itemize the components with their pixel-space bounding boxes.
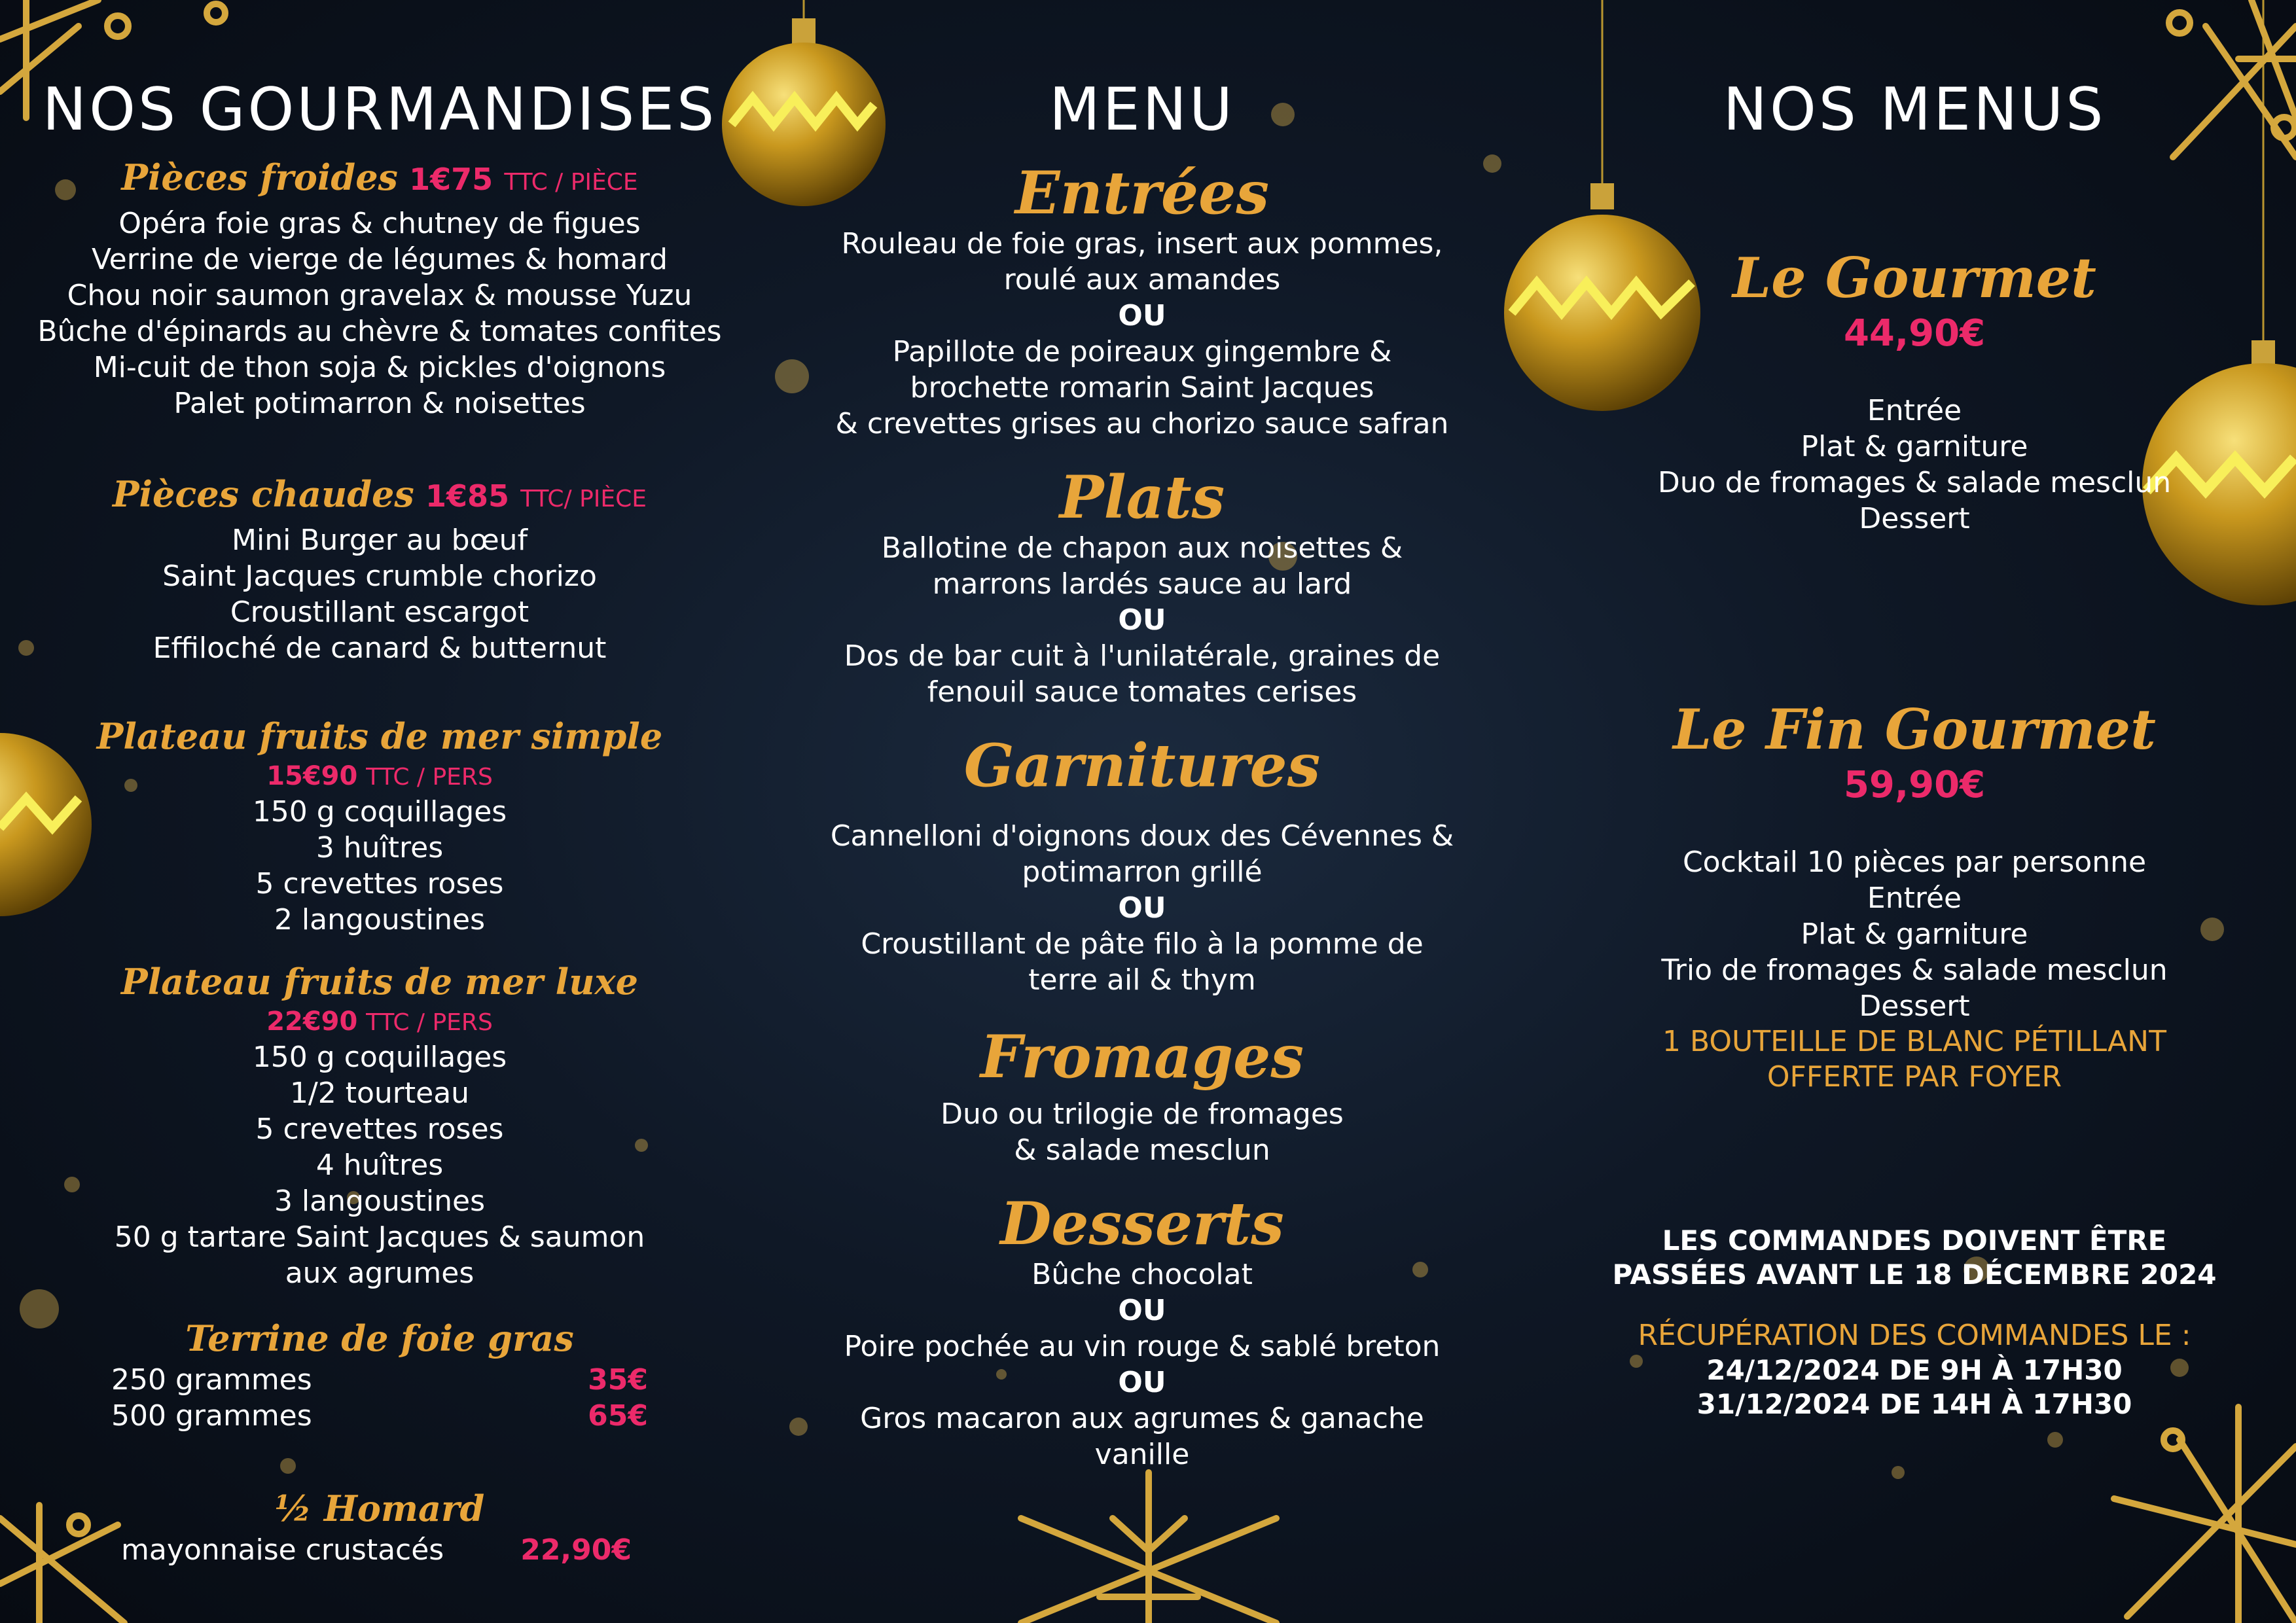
menu-name: Le Gourmet bbox=[1732, 245, 2096, 310]
menu-line: Trio de fromages & salade mesclun bbox=[1661, 954, 2168, 987]
menu-line: Bûche chocolat bbox=[1031, 1258, 1253, 1291]
snowflake-bottom-center bbox=[1021, 1472, 1276, 1623]
section-unit: TTC/ PIÈCE bbox=[520, 486, 647, 512]
menu-price: 44,90€ bbox=[1843, 312, 1986, 355]
menu-line: Plat & garniture bbox=[1801, 918, 2028, 951]
menu-line: Ballotine de chapon aux noisettes & bbox=[881, 531, 1403, 565]
price-label: mayonnaise crustacés bbox=[121, 1533, 444, 1567]
course-plats bbox=[785, 465, 1499, 710]
menu-line: Dos de bar cuit à l'unilatérale, graines de bbox=[844, 639, 1441, 673]
price-row bbox=[121, 1532, 632, 1568]
list-item: 1/2 tourteau bbox=[289, 1077, 470, 1110]
or-separator: OU bbox=[1118, 1294, 1166, 1327]
menu-le-fin-gourmet bbox=[1558, 697, 2271, 1095]
price-label: 500 grammes bbox=[111, 1399, 312, 1433]
section-price: 1€75 bbox=[409, 162, 493, 197]
list-item: 5 crevettes roses bbox=[255, 867, 504, 901]
list-item: 4 huîtres bbox=[315, 1149, 444, 1182]
price-label: 250 grammes bbox=[111, 1363, 312, 1397]
course-entrees bbox=[785, 160, 1499, 442]
menu-line: Rouleau de foie gras, insert aux pommes, bbox=[841, 227, 1443, 260]
list-item: Palet potimarron & noisettes bbox=[173, 387, 586, 420]
menu-line: Gros macaron aux agrumes & ganache bbox=[860, 1402, 1424, 1435]
list-item: Verrine de vierge de légumes & homard bbox=[91, 243, 668, 276]
section-unit: TTC / PERS bbox=[366, 764, 493, 791]
price-row bbox=[111, 1398, 648, 1434]
list-item: Croustillant escargot bbox=[230, 596, 529, 629]
course-fromages bbox=[785, 1024, 1499, 1168]
section-price: 15€90 bbox=[266, 761, 358, 791]
menu-line: & salade mesclun bbox=[1014, 1133, 1270, 1167]
menu-line: Dessert bbox=[1859, 502, 1970, 535]
section-homard bbox=[0, 1486, 759, 1568]
list-item: 3 langoustines bbox=[274, 1185, 486, 1218]
list-item: Chou noir saumon gravelax & mousse Yuzu bbox=[67, 279, 692, 312]
list-item: Mi-cuit de thon soja & pickles d'oignons bbox=[93, 351, 666, 384]
offer-line: 1 BOUTEILLE DE BLANC PÉTILLANT bbox=[1662, 1025, 2166, 1058]
menu-line: Croustillant de pâte filo à la pomme de bbox=[861, 927, 1424, 961]
menu-line: Papillote de poireaux gingembre & bbox=[892, 335, 1392, 368]
list-item: Saint Jacques crumble chorizo bbox=[162, 560, 597, 593]
offer-line: OFFERTE PAR FOYER bbox=[1767, 1060, 2062, 1094]
pickup-line: 31/12/2024 DE 14H À 17H30 bbox=[1696, 1388, 2132, 1420]
section-pieces-froides bbox=[0, 154, 759, 421]
menu-line: Entrée bbox=[1867, 882, 1962, 915]
list-item: 150 g coquillages bbox=[252, 795, 507, 829]
section-price: 1€85 bbox=[425, 478, 509, 514]
notice-line: PASSÉES AVANT LE 18 DÉCEMBRE 2024 bbox=[1612, 1258, 2217, 1291]
list-item: 5 crevettes roses bbox=[255, 1113, 504, 1146]
pickup-line: 24/12/2024 DE 9H À 17H30 bbox=[1706, 1354, 2123, 1386]
section-name: Pièces chaudes bbox=[112, 473, 414, 515]
order-notice bbox=[1558, 1224, 2271, 1421]
pickup-title: RÉCUPÉRATION DES COMMANDES LE : bbox=[1638, 1319, 2191, 1352]
list-item: Bûche d'épinards au chèvre & tomates confites bbox=[37, 315, 722, 348]
menu-line: Dessert bbox=[1859, 990, 1970, 1023]
section-pieces-chaudes bbox=[0, 471, 759, 666]
price-value: 35€ bbox=[588, 1363, 648, 1397]
section-plateau-simple bbox=[0, 713, 759, 938]
menu-line: marrons lardés sauce au lard bbox=[932, 567, 1352, 601]
menu-price: 59,90€ bbox=[1843, 764, 1986, 806]
section-plateau-luxe bbox=[0, 959, 759, 1291]
section-price: 22€90 bbox=[266, 1007, 358, 1037]
course-name: Fromages bbox=[980, 1022, 1304, 1092]
menu-line: Duo ou trilogie de fromages bbox=[941, 1097, 1344, 1131]
course-name: Desserts bbox=[1000, 1189, 1284, 1258]
menu-line: & crevettes grises au chorizo sauce safran bbox=[835, 407, 1449, 440]
or-separator: OU bbox=[1118, 603, 1166, 637]
or-separator: OU bbox=[1118, 891, 1166, 925]
menu-name: Le Fin Gourmet bbox=[1673, 697, 2156, 762]
menu-line: Poire pochée au vin rouge & sablé breton bbox=[844, 1330, 1441, 1363]
section-unit: TTC / PIÈCE bbox=[504, 169, 638, 196]
column-title: NOS MENUS bbox=[1723, 75, 2106, 144]
section-name: Plateau fruits de mer simple bbox=[96, 715, 663, 757]
list-item: 2 langoustines bbox=[274, 903, 486, 936]
course-name: Plats bbox=[1059, 463, 1225, 532]
snowflake-bottom-right bbox=[2114, 1407, 2296, 1623]
menu-line: Cocktail 10 pièces par personne bbox=[1682, 846, 2147, 879]
list-item: aux agrumes bbox=[285, 1257, 475, 1290]
list-item: 50 g tartare Saint Jacques & saumon bbox=[114, 1221, 645, 1254]
price-row bbox=[111, 1362, 648, 1398]
menu-line: Cannelloni d'oignons doux des Cévennes & bbox=[830, 819, 1454, 853]
menu-line: fenouil sauce tomates cerises bbox=[927, 675, 1357, 709]
course-name: Garnitures bbox=[963, 731, 1321, 800]
list-item: Effiloché de canard & butternut bbox=[152, 632, 607, 665]
menu-line: Plat & garniture bbox=[1801, 430, 2028, 463]
menu-le-gourmet bbox=[1558, 245, 2271, 537]
list-item: 3 huîtres bbox=[315, 831, 444, 865]
list-item: 150 g coquillages bbox=[252, 1041, 507, 1074]
list-item: Opéra foie gras & chutney de figues bbox=[118, 207, 641, 240]
notice-line: LES COMMANDES DOIVENT ÊTRE bbox=[1662, 1224, 2167, 1257]
course-desserts bbox=[785, 1191, 1499, 1472]
menu-line: terre ail & thym bbox=[1028, 963, 1256, 997]
section-name: Pièces froides bbox=[121, 156, 398, 198]
list-item: Mini Burger au bœuf bbox=[232, 524, 528, 557]
course-name: Entrées bbox=[1014, 158, 1270, 228]
menu-line: potimarron grillé bbox=[1022, 855, 1263, 889]
section-name: Plateau fruits de mer luxe bbox=[120, 961, 639, 1003]
menu-line: roulé aux amandes bbox=[1003, 263, 1281, 296]
menu-line: brochette romarin Saint Jacques bbox=[910, 371, 1374, 404]
section-name: ½ Homard bbox=[274, 1488, 485, 1529]
column-title: NOS GOURMANDISES bbox=[42, 75, 717, 144]
menu-line: Entrée bbox=[1867, 394, 1962, 427]
section-name: Terrine de foie gras bbox=[185, 1317, 574, 1359]
menu-line: vanille bbox=[1094, 1438, 1190, 1471]
price-value: 22,90€ bbox=[520, 1533, 632, 1567]
or-separator: OU bbox=[1118, 1366, 1166, 1399]
course-garnitures bbox=[785, 733, 1499, 998]
column-title: MENU bbox=[1049, 75, 1235, 144]
price-value: 65€ bbox=[588, 1399, 648, 1433]
section-terrine bbox=[0, 1315, 759, 1434]
menu-line: Duo de fromages & salade mesclun bbox=[1657, 466, 2172, 499]
or-separator: OU bbox=[1118, 299, 1166, 332]
section-unit: TTC / PERS bbox=[366, 1009, 493, 1036]
